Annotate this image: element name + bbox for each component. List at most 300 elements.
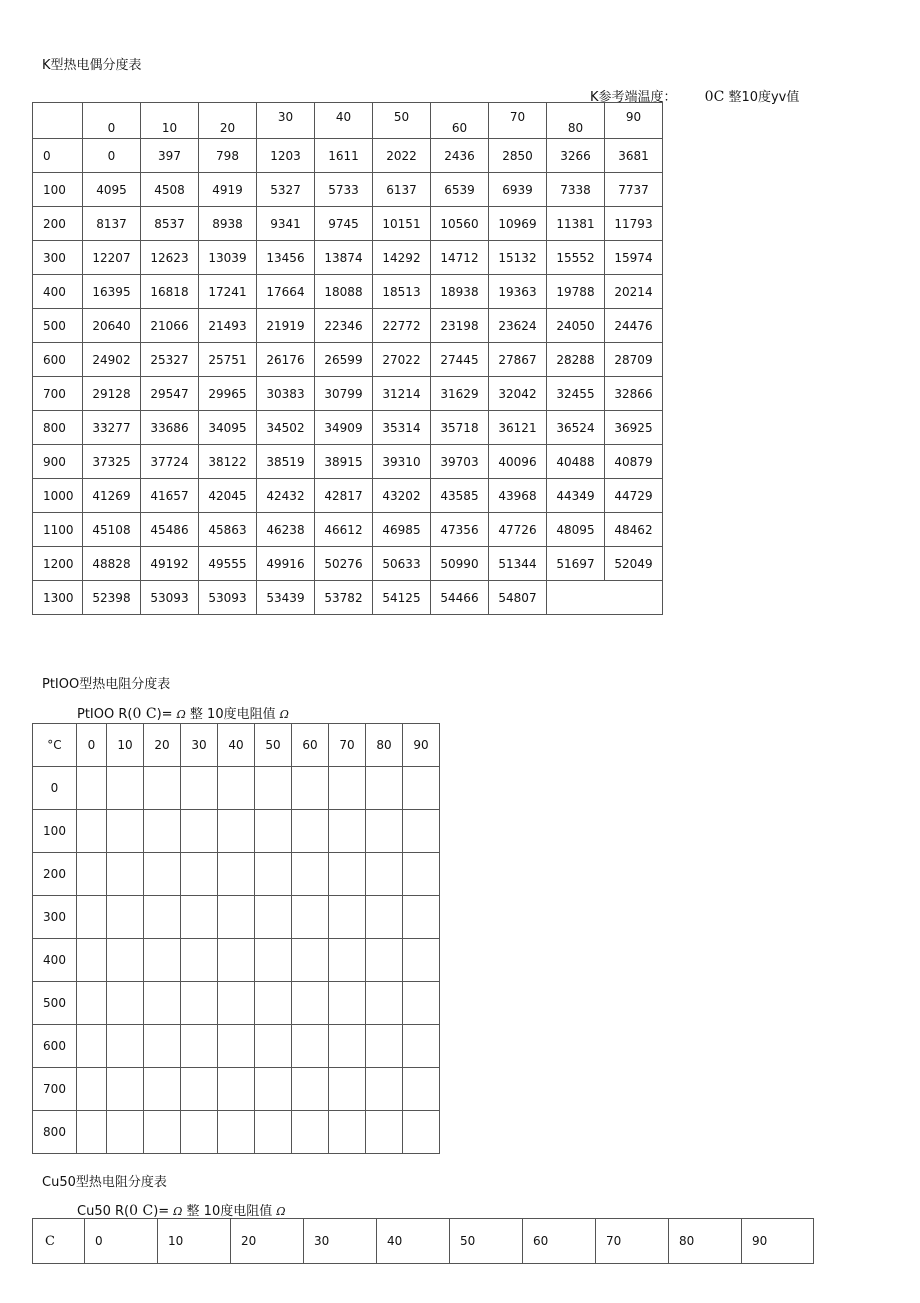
table-cell: 46238 — [257, 513, 315, 547]
table-cell: 54125 — [373, 581, 431, 615]
table-cell: 44729 — [605, 479, 663, 513]
empty-cell — [77, 1068, 107, 1111]
header-cell: °C — [33, 724, 77, 767]
table-cell: 25751 — [199, 343, 257, 377]
table-row — [33, 377, 663, 411]
table-row — [33, 1068, 440, 1111]
pt-subtitle-prefix: PtIOO R( — [77, 707, 133, 722]
header-cell — [141, 103, 199, 139]
table-cell: 38915 — [315, 445, 373, 479]
empty-cell — [255, 982, 292, 1025]
empty-cell — [403, 939, 440, 982]
table-cell: 42817 — [315, 479, 373, 513]
header-cell: 30 — [181, 724, 218, 767]
empty-cell — [144, 767, 181, 810]
header-label: 30 — [277, 109, 294, 124]
row-temperature-label: 600 — [33, 1025, 77, 1068]
pt-subtitle — [77, 703, 289, 722]
table-cell: 17241 — [199, 275, 257, 309]
header-cell: 60 — [523, 1219, 596, 1264]
empty-cell — [403, 896, 440, 939]
empty-cell — [255, 1025, 292, 1068]
empty-cell — [366, 1068, 403, 1111]
header-cell: 40 — [377, 1219, 450, 1264]
table-cell: 43585 — [431, 479, 489, 513]
empty-cell — [144, 982, 181, 1025]
header-label: 60 — [451, 120, 468, 135]
empty-cell — [329, 1068, 366, 1111]
row-temperature-label: 800 — [33, 1111, 77, 1154]
empty-cell — [255, 1068, 292, 1111]
empty-cell — [107, 939, 144, 982]
empty-cell — [77, 1025, 107, 1068]
table-cell: 40879 — [605, 445, 663, 479]
table-cell: 18513 — [373, 275, 431, 309]
table-cell: 31214 — [373, 377, 431, 411]
table-cell: 29128 — [83, 377, 141, 411]
header-cell: 10 — [158, 1219, 231, 1264]
table-cell: 48462 — [605, 513, 663, 547]
table-cell: 29547 — [141, 377, 199, 411]
header-cell — [431, 103, 489, 139]
empty-cell — [255, 896, 292, 939]
k-thermocouple-table — [32, 102, 663, 615]
empty-cell — [292, 853, 329, 896]
table-cell: 24476 — [605, 309, 663, 343]
table-row — [33, 896, 440, 939]
empty-cell — [181, 810, 218, 853]
empty-cell — [218, 1025, 255, 1068]
table-cell: 16395 — [83, 275, 141, 309]
table-cell: 34502 — [257, 411, 315, 445]
table-cell: 51697 — [547, 547, 605, 581]
row-temperature-label: 800 — [33, 411, 83, 445]
cu-subtitle-prefix: Cu50 R( — [77, 1204, 130, 1219]
table-cell: 37724 — [141, 445, 199, 479]
empty-cell — [107, 810, 144, 853]
header-cell: 90 — [742, 1219, 814, 1264]
table-cell: 10151 — [373, 207, 431, 241]
empty-cell — [181, 982, 218, 1025]
table-cell: 18088 — [315, 275, 373, 309]
table-cell: 48095 — [547, 513, 605, 547]
table-cell: 40096 — [489, 445, 547, 479]
table-cell: 32042 — [489, 377, 547, 411]
table-cell: 5733 — [315, 173, 373, 207]
table-header-row — [33, 724, 440, 767]
table-cell: 33686 — [141, 411, 199, 445]
table-cell: 37325 — [83, 445, 141, 479]
table-cell: 39310 — [373, 445, 431, 479]
table-cell: 11381 — [547, 207, 605, 241]
empty-cell — [107, 767, 144, 810]
table-cell: 35718 — [431, 411, 489, 445]
table-cell: 397 — [141, 139, 199, 173]
empty-cell — [107, 1068, 144, 1111]
row-temperature-label: 400 — [33, 939, 77, 982]
table-cell: 3266 — [547, 139, 605, 173]
table-row — [33, 982, 440, 1025]
table-cell: 6137 — [373, 173, 431, 207]
empty-cell — [292, 767, 329, 810]
header-label: 90 — [625, 109, 642, 124]
table-cell: 45863 — [199, 513, 257, 547]
table-cell: 31629 — [431, 377, 489, 411]
empty-cell — [77, 853, 107, 896]
pt100-resistance-table — [32, 723, 440, 1154]
table-cell: 13039 — [199, 241, 257, 275]
empty-cell — [144, 1068, 181, 1111]
header-cell — [83, 103, 141, 139]
table-cell: 43968 — [489, 479, 547, 513]
table-cell: 46612 — [315, 513, 373, 547]
table-row — [33, 241, 663, 275]
table-cell: 13874 — [315, 241, 373, 275]
table-row — [33, 445, 663, 479]
table-cell: 50990 — [431, 547, 489, 581]
table-cell: 21493 — [199, 309, 257, 343]
table-row — [33, 309, 663, 343]
empty-cell — [366, 853, 403, 896]
table-cell: 13456 — [257, 241, 315, 275]
table-cell: 45108 — [83, 513, 141, 547]
table-cell: 19788 — [547, 275, 605, 309]
empty-cell — [292, 1025, 329, 1068]
table-cell: 10560 — [431, 207, 489, 241]
header-cell: 70 — [596, 1219, 669, 1264]
empty-cell — [218, 982, 255, 1025]
empty-cell — [77, 1111, 107, 1154]
empty-cell — [144, 896, 181, 939]
header-cell — [489, 103, 547, 139]
header-cell: 0 — [85, 1219, 158, 1264]
cu-subtitle-ref: 0 C — [129, 1203, 154, 1219]
table-cell: 5327 — [257, 173, 315, 207]
row-temperature-label: 200 — [33, 853, 77, 896]
table-cell: 53439 — [257, 581, 315, 615]
table-cell: 2022 — [373, 139, 431, 173]
empty-cell — [218, 1111, 255, 1154]
empty-cell — [218, 767, 255, 810]
empty-cell — [329, 810, 366, 853]
table-cell: 35314 — [373, 411, 431, 445]
row-temperature-label: 1200 — [33, 547, 83, 581]
empty-cell — [77, 896, 107, 939]
empty-cell — [366, 1111, 403, 1154]
empty-cell — [144, 1111, 181, 1154]
header-label: 70 — [509, 109, 526, 124]
header-cell: C — [33, 1219, 85, 1264]
empty-cell — [144, 939, 181, 982]
table-cell: 20214 — [605, 275, 663, 309]
table-cell: 15974 — [605, 241, 663, 275]
header-cell: 80 — [669, 1219, 742, 1264]
table-cell: 53093 — [199, 581, 257, 615]
empty-cell — [218, 1068, 255, 1111]
table-cell: 53093 — [141, 581, 199, 615]
table-cell: 30799 — [315, 377, 373, 411]
header-label: 0 — [107, 120, 116, 135]
omega-icon: Ω — [173, 1205, 183, 1218]
table-cell: 10969 — [489, 207, 547, 241]
empty-cell — [181, 767, 218, 810]
row-temperature-label: 0 — [33, 767, 77, 810]
table-row — [33, 853, 440, 896]
table-cell: 798 — [199, 139, 257, 173]
empty-cell — [107, 982, 144, 1025]
table-cell: 32455 — [547, 377, 605, 411]
table-cell: 25327 — [141, 343, 199, 377]
table-cell: 41269 — [83, 479, 141, 513]
empty-cell — [403, 1111, 440, 1154]
table-cell: 23624 — [489, 309, 547, 343]
table-cell: 52049 — [605, 547, 663, 581]
empty-cell — [144, 810, 181, 853]
table-cell: 50633 — [373, 547, 431, 581]
table-row — [33, 810, 440, 853]
row-temperature-label: 500 — [33, 309, 83, 343]
header-label: 50 — [393, 109, 410, 124]
table-cell: 15552 — [547, 241, 605, 275]
table-row — [33, 513, 663, 547]
table-cell: 4095 — [83, 173, 141, 207]
empty-cell — [329, 767, 366, 810]
table-row — [33, 1025, 440, 1068]
empty-cell — [403, 1025, 440, 1068]
table-cell: 8137 — [83, 207, 141, 241]
k-reference-unit: 整10度yv值 — [728, 90, 800, 105]
empty-cell — [255, 767, 292, 810]
table-cell: 21066 — [141, 309, 199, 343]
table-row — [33, 275, 663, 309]
empty-cell — [292, 939, 329, 982]
table-cell: 46985 — [373, 513, 431, 547]
header-cell: 40 — [218, 724, 255, 767]
row-temperature-label: 1300 — [33, 581, 83, 615]
header-cell — [199, 103, 257, 139]
empty-cell — [77, 982, 107, 1025]
table-cell: 26176 — [257, 343, 315, 377]
table-cell: 0 — [83, 139, 141, 173]
table-cell: 7737 — [605, 173, 663, 207]
table-row — [33, 547, 663, 581]
table-cell: 11793 — [605, 207, 663, 241]
table-cell: 39703 — [431, 445, 489, 479]
table-cell: 49555 — [199, 547, 257, 581]
empty-cell — [329, 1111, 366, 1154]
table-cell: 7338 — [547, 173, 605, 207]
pt-subtitle-mid: )= — [156, 707, 177, 722]
pt-subtitle-suffix: 整 10度电阻值 — [185, 707, 280, 722]
header-cell: 70 — [329, 724, 366, 767]
table-cell: 28709 — [605, 343, 663, 377]
table-cell: 32866 — [605, 377, 663, 411]
empty-cell — [329, 939, 366, 982]
empty-cell — [181, 939, 218, 982]
row-temperature-label: 400 — [33, 275, 83, 309]
empty-cell — [547, 581, 663, 615]
table-row — [33, 479, 663, 513]
table-cell: 26599 — [315, 343, 373, 377]
table-row — [33, 411, 663, 445]
empty-cell — [181, 1068, 218, 1111]
empty-cell — [77, 939, 107, 982]
table-cell: 17664 — [257, 275, 315, 309]
table-cell: 12207 — [83, 241, 141, 275]
cu-subtitle — [77, 1200, 286, 1219]
empty-cell — [218, 810, 255, 853]
pt-table-title: PtIOO型热电阻分度表 — [42, 677, 171, 692]
empty-cell — [107, 1111, 144, 1154]
table-cell: 36121 — [489, 411, 547, 445]
table-cell: 21919 — [257, 309, 315, 343]
header-cell: 30 — [304, 1219, 377, 1264]
table-header-row — [33, 1219, 814, 1264]
table-header-row — [33, 103, 663, 139]
row-temperature-label: 0 — [33, 139, 83, 173]
table-cell: 42432 — [257, 479, 315, 513]
empty-cell — [77, 767, 107, 810]
cu-subtitle-suffix: 整 10度电阻值 — [182, 1204, 277, 1219]
header-cell: 80 — [366, 724, 403, 767]
cu50-resistance-table — [32, 1218, 814, 1264]
table-row — [33, 139, 663, 173]
table-cell: 50276 — [315, 547, 373, 581]
header-cell: 50 — [450, 1219, 523, 1264]
header-cell — [257, 103, 315, 139]
table-cell: 6539 — [431, 173, 489, 207]
empty-cell — [218, 896, 255, 939]
table-cell: 54466 — [431, 581, 489, 615]
row-temperature-label: 300 — [33, 896, 77, 939]
empty-cell — [255, 939, 292, 982]
table-cell: 1203 — [257, 139, 315, 173]
k-reference-value: 0C — [704, 89, 725, 105]
empty-cell — [329, 982, 366, 1025]
table-cell: 54807 — [489, 581, 547, 615]
table-cell: 9745 — [315, 207, 373, 241]
omega-icon: Ω — [276, 1205, 286, 1218]
table-cell: 40488 — [547, 445, 605, 479]
empty-cell — [292, 810, 329, 853]
table-cell: 33277 — [83, 411, 141, 445]
table-cell: 52398 — [83, 581, 141, 615]
table-cell: 49192 — [141, 547, 199, 581]
table-row — [33, 207, 663, 241]
header-cell — [315, 103, 373, 139]
header-cell: 50 — [255, 724, 292, 767]
table-row — [33, 173, 663, 207]
table-cell: 16818 — [141, 275, 199, 309]
table-cell: 24902 — [83, 343, 141, 377]
empty-cell — [107, 1025, 144, 1068]
empty-cell — [366, 810, 403, 853]
table-cell: 14712 — [431, 241, 489, 275]
header-label: 80 — [567, 120, 584, 135]
row-temperature-label: 200 — [33, 207, 83, 241]
header-cell: 90 — [403, 724, 440, 767]
header-cell: 60 — [292, 724, 329, 767]
empty-cell — [255, 810, 292, 853]
empty-cell — [144, 1025, 181, 1068]
header-cell: 0 — [77, 724, 107, 767]
table-row — [33, 1111, 440, 1154]
table-cell: 36524 — [547, 411, 605, 445]
cu-table-title: Cu50型热电阻分度表 — [42, 1175, 167, 1190]
header-cell: 10 — [107, 724, 144, 767]
empty-cell — [403, 767, 440, 810]
empty-cell — [107, 896, 144, 939]
table-cell: 44349 — [547, 479, 605, 513]
empty-cell — [218, 939, 255, 982]
table-cell: 4508 — [141, 173, 199, 207]
table-cell: 53782 — [315, 581, 373, 615]
empty-cell — [218, 853, 255, 896]
table-cell: 2850 — [489, 139, 547, 173]
table-cell: 43202 — [373, 479, 431, 513]
table-cell: 34095 — [199, 411, 257, 445]
table-cell: 12623 — [141, 241, 199, 275]
table-cell: 8537 — [141, 207, 199, 241]
table-cell: 2436 — [431, 139, 489, 173]
table-cell: 9341 — [257, 207, 315, 241]
table-cell: 45486 — [141, 513, 199, 547]
header-cell: 20 — [231, 1219, 304, 1264]
cu-subtitle-mid: )= — [153, 1204, 174, 1219]
empty-cell — [366, 1025, 403, 1068]
table-cell: 23198 — [431, 309, 489, 343]
header-label: 40 — [335, 109, 352, 124]
table-cell: 30383 — [257, 377, 315, 411]
omega-icon: Ω — [176, 708, 186, 721]
table-cell: 34909 — [315, 411, 373, 445]
table-cell: 28288 — [547, 343, 605, 377]
row-temperature-label: 700 — [33, 377, 83, 411]
table-cell: 22772 — [373, 309, 431, 343]
empty-cell — [181, 1025, 218, 1068]
table-cell: 22346 — [315, 309, 373, 343]
header-cell — [547, 103, 605, 139]
row-temperature-label: 100 — [33, 173, 83, 207]
table-cell: 38122 — [199, 445, 257, 479]
empty-cell — [255, 1111, 292, 1154]
empty-cell — [403, 810, 440, 853]
empty-cell — [292, 1068, 329, 1111]
table-cell: 49916 — [257, 547, 315, 581]
table-cell: 4919 — [199, 173, 257, 207]
empty-cell — [329, 853, 366, 896]
empty-cell — [292, 896, 329, 939]
table-row — [33, 939, 440, 982]
empty-cell — [366, 939, 403, 982]
row-temperature-label: 1100 — [33, 513, 83, 547]
header-label: 20 — [219, 120, 236, 135]
empty-cell — [403, 1068, 440, 1111]
table-cell: 6939 — [489, 173, 547, 207]
row-temperature-label: 600 — [33, 343, 83, 377]
table-cell: 41657 — [141, 479, 199, 513]
table-cell: 15132 — [489, 241, 547, 275]
table-cell: 3681 — [605, 139, 663, 173]
row-temperature-label: 700 — [33, 1068, 77, 1111]
table-row — [33, 343, 663, 377]
empty-cell — [181, 1111, 218, 1154]
empty-cell — [329, 896, 366, 939]
table-row — [33, 581, 663, 615]
empty-cell — [181, 896, 218, 939]
header-cell — [373, 103, 431, 139]
k-table-title: K型热电偶分度表 — [42, 58, 142, 73]
